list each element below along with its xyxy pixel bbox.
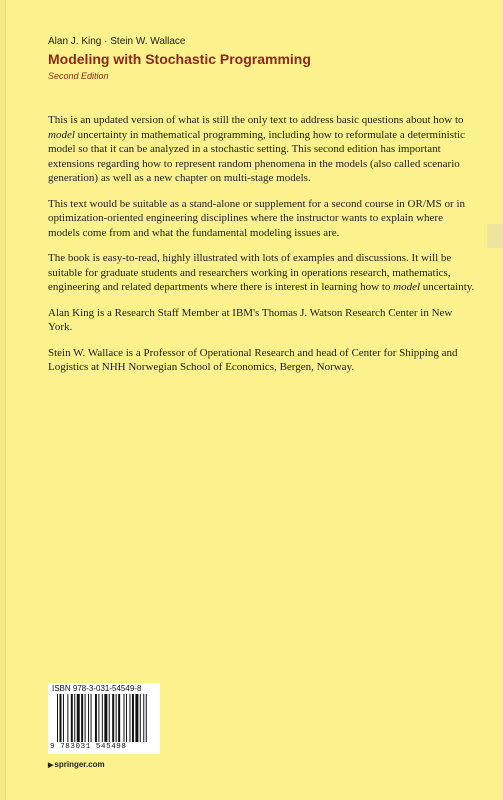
spine-edge: [0, 0, 6, 800]
barcode-bar: [81, 694, 83, 742]
blurb-paragraph-1: [48, 113, 476, 186]
barcode-bar: [71, 694, 73, 742]
isbn-label: ISBN 978-3-031-54549-8: [52, 684, 142, 693]
blurb-p3-text-b: uncertainty.: [420, 281, 475, 293]
publisher-url: springer.com: [54, 760, 105, 769]
publisher-website[interactable]: [48, 760, 105, 769]
arrow-icon: ▶: [48, 762, 54, 769]
blurb: [48, 113, 476, 386]
author-bio-wallace: Stein W. Wallace is a Professor of Operational Research and head of Center for Shipping and Logistics at NHH Norwegian School of Economics, Bergen, Norway.: [48, 346, 458, 373]
blurb-paragraph-2: This text would be suitable as a stand-alone or supplement for a second course in OR/MS or in optimization-oriented engineering disciplines where the instructor wants to explain where models come from and what the fundamental modeling issues are.: [48, 197, 465, 239]
barcode-bar: [91, 694, 92, 742]
barcode-bar: [104, 694, 107, 742]
author-bio-king: Alan King is a Research Staff Member at IBM's Thomas J. Watson Research Center in New York.: [48, 306, 453, 333]
barcode-bar: [102, 694, 103, 742]
blurb-p1-emphasis: model: [48, 128, 75, 141]
barcode-bar: [146, 694, 147, 742]
barcode-bars: [57, 694, 153, 742]
barcode-bar: [116, 694, 117, 742]
barcode-bar: [60, 694, 62, 742]
barcode-bar: [95, 694, 97, 742]
edition-label: Second Edition: [48, 71, 109, 81]
barcode-bar: [143, 694, 144, 742]
authors: Alan J. King · Stein W. Wallace: [48, 36, 186, 47]
side-tab: [487, 224, 503, 248]
barcode-bar: [112, 694, 114, 742]
barcode-bar: [109, 694, 110, 742]
blurb-p3-text-a: The book is easy-to-read, highly illustrated with lots of examples and discussions. It will be suitable for graduate students and researchers working in operations research, mathematics, engineering and related departments where there is interest in learning how to: [48, 252, 452, 293]
barcode-digits: 9 783031 545498: [50, 743, 127, 751]
barcode-bar: [135, 694, 138, 742]
book-title: Modeling with Stochastic Programming: [48, 51, 311, 67]
barcode-bar: [129, 694, 130, 742]
barcode-bar: [67, 694, 68, 742]
barcode-bar: [140, 694, 141, 742]
barcode-bar: [88, 694, 89, 742]
blurb-p1-text-b: uncertainty in mathematical programming, including how to reformulate a deterministic model so that it can be analyzed in a stochastic setting. This second edition has important extensions regarding how to represent random phenomena in the models (also called scenario generation) as well as a new chapter on multi-stage models.: [48, 128, 465, 184]
blurb-paragraph-3: [48, 251, 476, 295]
barcode-bar: [132, 694, 134, 742]
barcode-bar: [57, 694, 58, 742]
barcode-bar: [126, 694, 127, 742]
isbn-barcode: [48, 683, 160, 754]
barcode-bar: [98, 694, 99, 742]
barcode-bar: [63, 694, 64, 742]
barcode-bar: [124, 694, 125, 742]
barcode-bar: [77, 694, 80, 742]
barcode-bar: [74, 694, 75, 742]
barcode-bar: [85, 694, 86, 742]
blurb-p1-text-a: This is an updated version of what is still the only text to address basic questions about how to: [48, 114, 464, 126]
barcode-bar: [118, 694, 120, 742]
blurb-p3-emphasis: model: [393, 281, 421, 293]
